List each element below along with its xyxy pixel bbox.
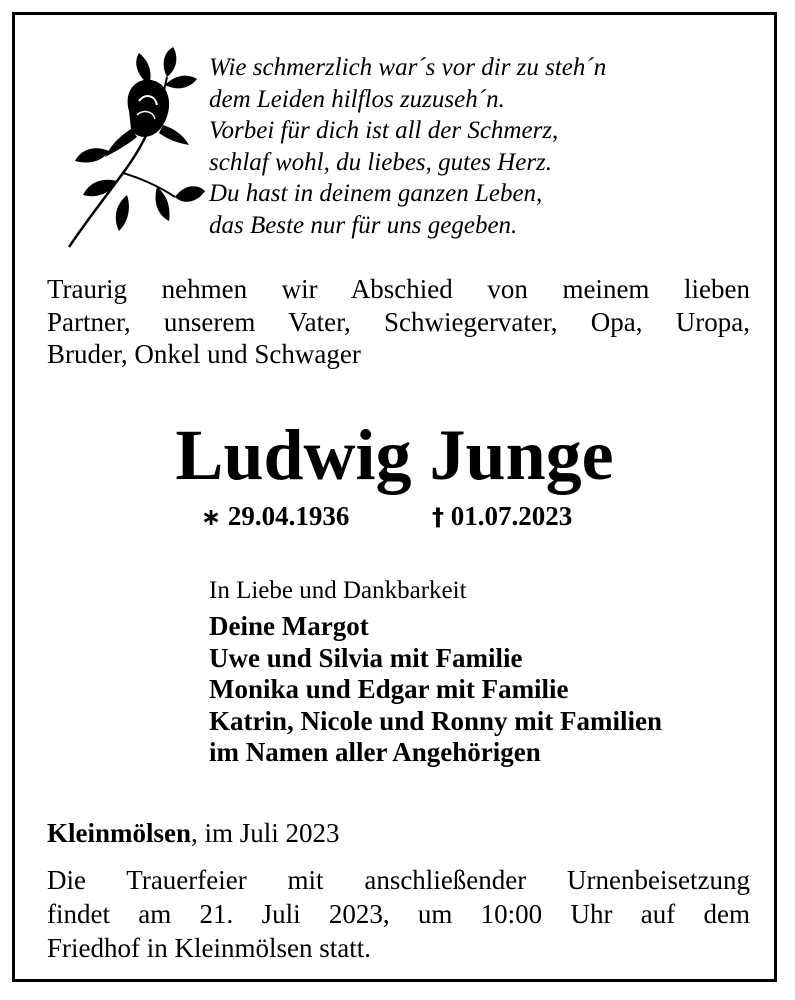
ceremony-text (47, 863, 750, 965)
poem (209, 52, 759, 241)
intro-line: Partner, unserem Vater, Schwiegervater, Opa, Uropa, (47, 306, 750, 337)
cross-death-icon: † (432, 503, 444, 531)
signer: Deine Margot (209, 611, 369, 641)
poem-line: das Beste nur für uns gegeben. (209, 211, 518, 239)
ceremony-line: findet am 21. Juli 2023, um 10:00 Uhr auf dem (47, 899, 750, 929)
asterisk-birth-icon: ∗ (201, 503, 222, 531)
signer: Monika und Edgar mit Familie (209, 674, 569, 704)
signer: Uwe und Silvia mit Familie (209, 642, 523, 673)
birth-date-line (201, 500, 349, 533)
poem-line: dem Leiden hilflos zuzuseh´n. (209, 85, 505, 113)
birth-date: 29.04.1936 (227, 501, 350, 531)
signoff-lead: In Liebe und Dankbarkeit (209, 577, 467, 604)
ceremony-line: Friedhof in Kleinmölsen statt. (47, 933, 371, 963)
place-date (47, 817, 340, 849)
rose-icon (57, 45, 207, 255)
signer: Katrin, Nicole und Ronny mit Familien (209, 705, 663, 736)
obituary-notice (12, 12, 777, 982)
death-date-line (432, 500, 572, 533)
place-town: Kleinmölsen (47, 818, 192, 848)
intro-line: Bruder, Onkel und Schwager (47, 339, 361, 369)
signer: im Namen aller Angehörigen (209, 737, 541, 767)
poem-line: Wie schmerzlich war´s vor dir zu steh´n (209, 54, 607, 81)
signers-list (209, 611, 769, 769)
intro-line: Traurig nehmen wir Abschied von meinem lieben (47, 274, 750, 304)
poem-line: Vorbei für dich ist all der Schmerz, (209, 117, 559, 144)
poem-line: schlaf wohl, du liebes, gutes Herz. (209, 148, 553, 176)
ceremony-line: Die Trauerfeier mit anschließender Urnenbeisetzung (47, 865, 750, 895)
death-date: 01.07.2023 (450, 501, 573, 531)
poem-line: Du hast in deinem ganzen Leben, (209, 180, 543, 207)
intro-text (47, 273, 750, 371)
deceased-name: Ludwig Junge (175, 415, 614, 495)
place-month: , im Juli 2023 (191, 818, 340, 848)
